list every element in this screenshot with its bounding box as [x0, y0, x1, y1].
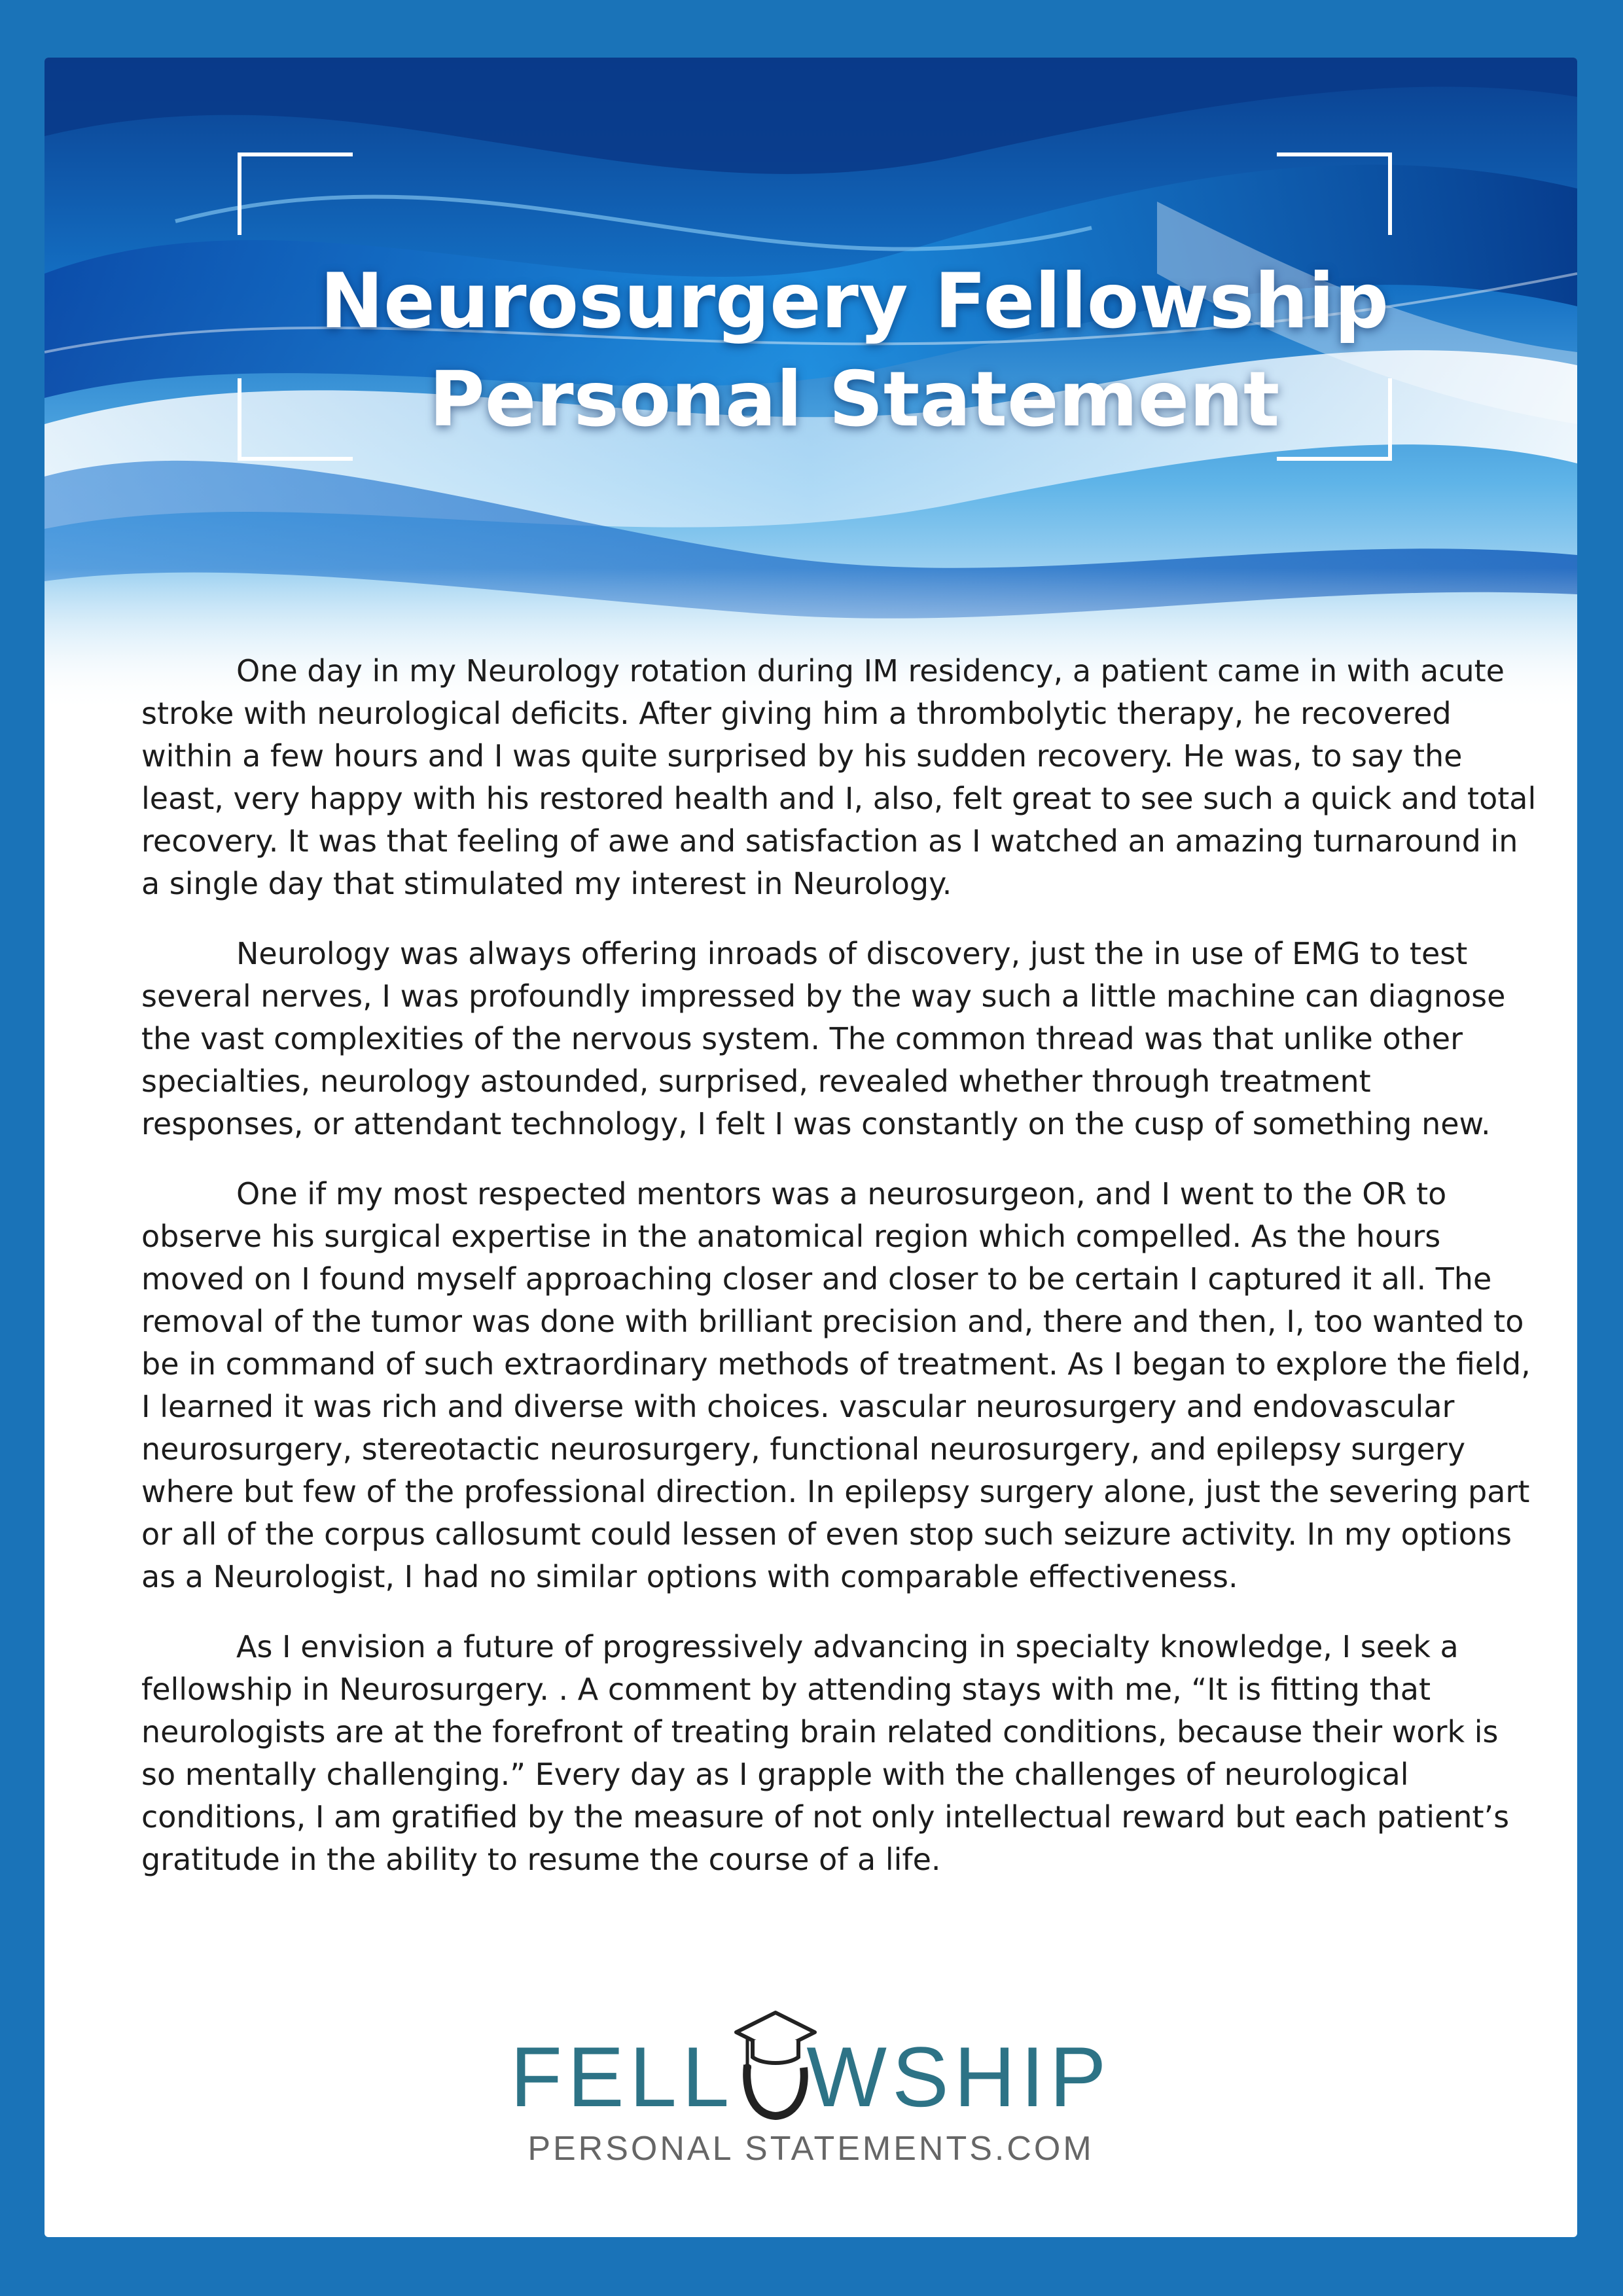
logo-word-left: FELL	[510, 2029, 735, 2125]
paragraph: One if my most respected mentors was a neurosurgeon, and I went to the OR to observe his surgical expertise in the anatomical region which compelled. As the hours moved on I found myself approaching closer and closer to be certain I captured it all. The removal of the tumor was done with brilliant precision and, there and then, I, too wanted to be in command of such extraordinary methods of treatment. As I began to explore the field, I learned it was rich and diverse with choices. vascular neurosurgery and endovascular neurosurgery, stereotactic neurosurgery, functional neurosurgery, and epilepsy surgery where but few of the professional direction. In epilepsy surgery alone, just the severing part or all of the corpus callosumt could lessen of even stop such seizure activity. In my options as a Neurologist, I had no similar options with comparable effectiveness.	[141, 1176, 1531, 1594]
paragraph: One day in my Neurology rotation during IM residency, a patient came in with acute stroke with neurological deficits. After giving him a thrombolytic therapy, he recovered within a few hours and I was quite surprised by his sudden recovery. He was, to say the least, very happy with his restored health and I, also, felt great to see such a quick and total recovery. It was that feeling of awe and satisfaction as I watched an amazing turnaround in a single day that stimulated my interest in Neurology.	[141, 653, 1537, 901]
statement-body	[141, 650, 1542, 1909]
document-page	[45, 58, 1577, 2237]
logo-word-right: WSHIP	[806, 2029, 1112, 2125]
paragraph: Neurology was always offering inroads of discovery, just the in use of EMG to test several nerves, I was profoundly impressed by the way such a little machine can diagnose the vast complexities of the nervous system. The common thread was that unlike other specialties, neurology astounded, surprised, revealed whether through treatment responses, or attendant technology, I felt I was constantly on the cusp of something new.	[141, 936, 1506, 1141]
header-banner	[45, 58, 1577, 712]
graduation-cap-icon	[733, 2005, 818, 2123]
title-line-1: Neurosurgery Fellowship	[319, 257, 1389, 346]
paragraph: As I envision a future of progressively advancing in specialty knowledge, I seek a fellowship in Neurosurgery. . A comment by attending stays with me, “It is fitting that neurologists are at the forefront of treating brain related conditions, because their work is so mentally challenging.” Every day as I grapple with the challenges of neurological conditions, I am gratified by the measure of not only intellectual reward but each patient’s gratitude in the ability to resume the course of a life.	[141, 1629, 1510, 1877]
brand-logo	[45, 2031, 1577, 2168]
title-line-2: Personal Statement	[429, 355, 1280, 444]
logo-wordmark	[510, 2031, 1112, 2123]
frame-corner-top-left	[238, 152, 353, 235]
frame-corner-top-right	[1277, 152, 1392, 235]
logo-subtitle: PERSONAL STATEMENTS.COM	[527, 2130, 1094, 2168]
page-title	[241, 253, 1468, 449]
